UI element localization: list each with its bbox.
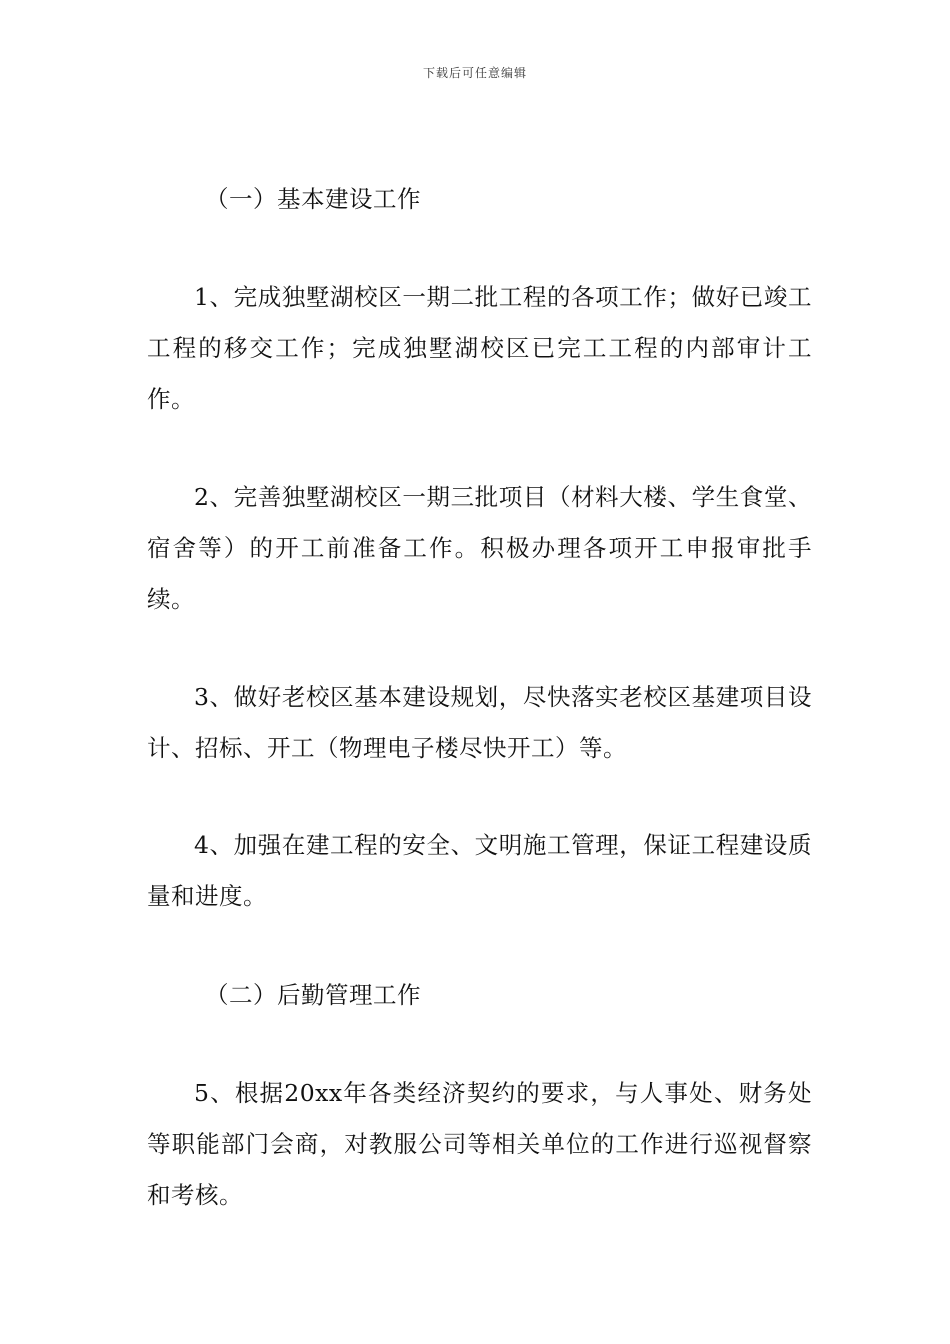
page-header-note: 下载后可任意编辑 [422, 66, 527, 80]
section-heading-construction: （一）基本建设工作 [205, 185, 421, 213]
section-heading-logistics: （二）后勤管理工作 [205, 981, 421, 1009]
paragraph-5: 5、根据20xx年各类经济契约的要求，与人事处、财务处等职能部门会商，对教服公司等相关单位的工作进行巡视督察和考核。 [147, 1079, 812, 1209]
paragraph-4: 4、加强在建工程的安全、文明施工管理，保证工程建设质量和进度。 [147, 831, 812, 910]
paragraph-2: 2、完善独墅湖校区一期三批项目（材料大楼、学生食堂、宿舍等）的开工前准备工作。积极办理各项开工申报审批手续。 [147, 483, 812, 613]
paragraph-3: 3、做好老校区基本建设规划，尽快落实老校区基建项目设计、招标、开工（物理电子楼尽快开工）等。 [147, 683, 812, 762]
paragraph-1: 1、完成独墅湖校区一期二批工程的各项工作；做好已竣工工程的移交工作；完成独墅湖校区已完工工程的内部审计工作。 [147, 283, 812, 413]
